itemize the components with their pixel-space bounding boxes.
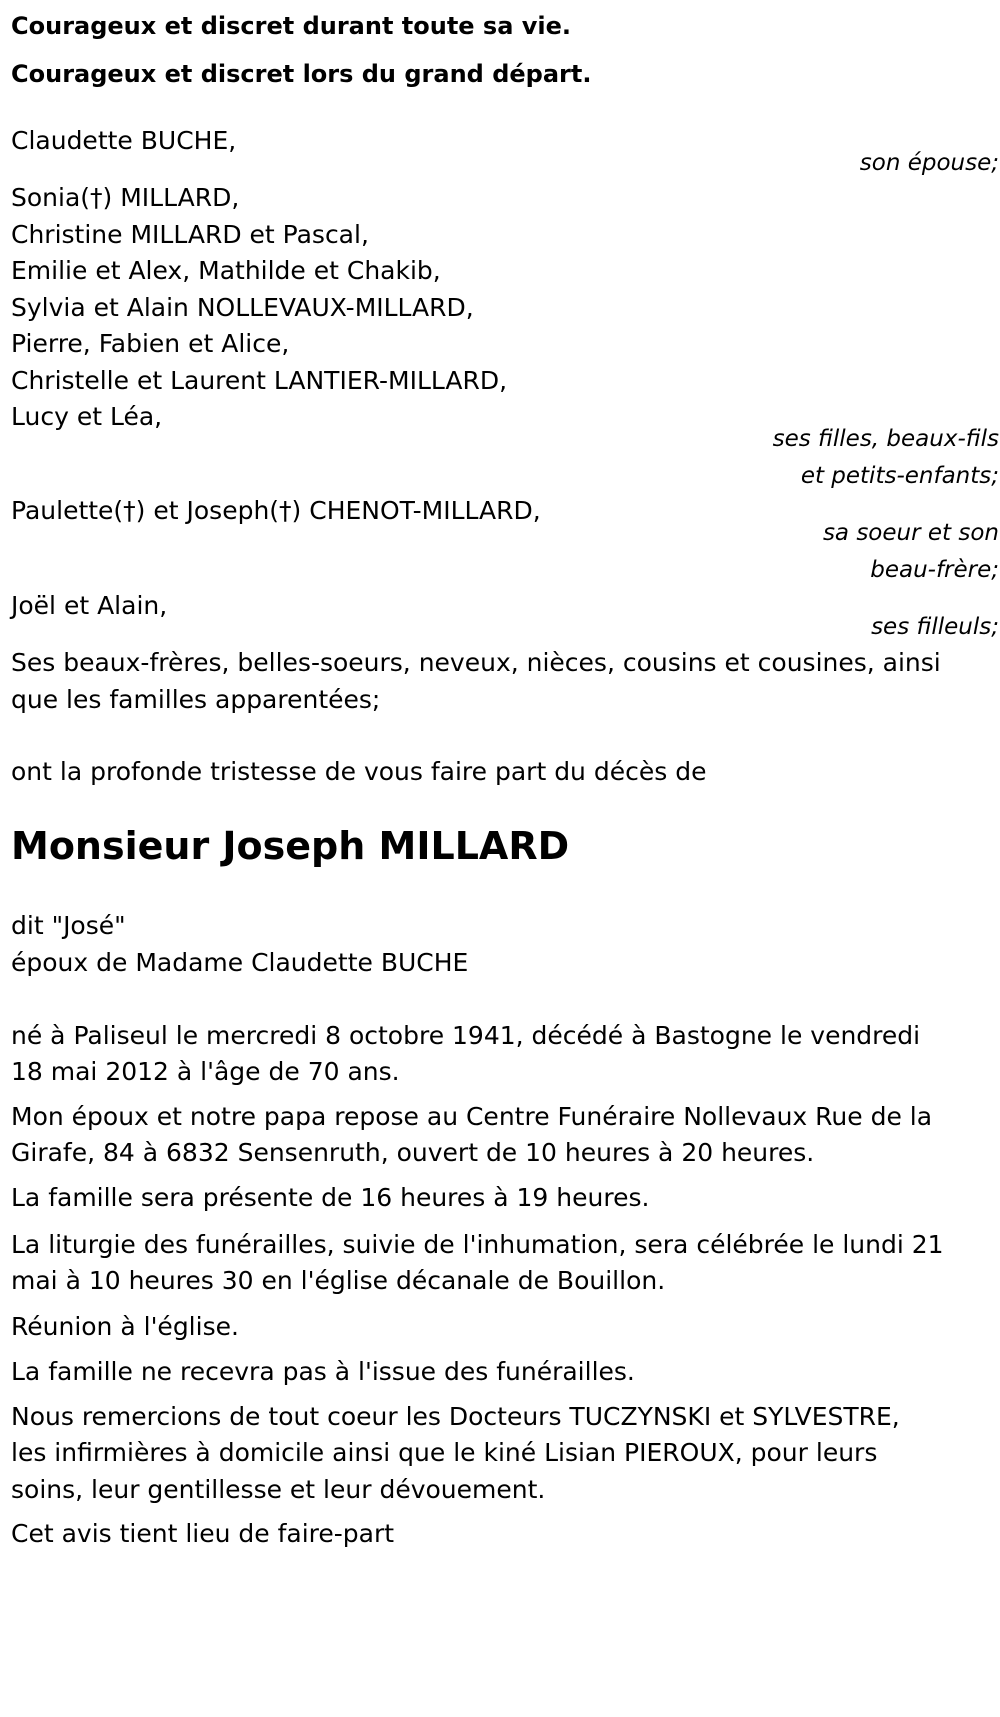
intro-line-1: Courageux et discret durant toute sa vie. [11, 12, 572, 40]
godchildren-relation: ses filleuls; [871, 614, 999, 640]
liturgy-line: mai à 10 heures 30 en l'église décanale de Bouillon. [11, 1266, 666, 1295]
deceased-spouse-line: époux de Madame Claudette BUCHE [11, 948, 469, 977]
birth-death-line: né à Paliseul le mercredi 8 octobre 1941, décédé à Bastogne le vendredi [11, 1021, 921, 1050]
children-line: Pierre, Fabien et Alice, [11, 329, 290, 358]
children-relation: ses filles, beaux-fils [772, 426, 999, 452]
other-relatives-line: Ses beaux-frères, belles-soeurs, neveux, nièces, cousins et cousines, ainsi [11, 648, 941, 677]
deceased-name: Monsieur Joseph MILLARD [11, 824, 570, 868]
sister-relation: beau-frère; [870, 557, 999, 583]
sister-name: Paulette(†) et Joseph(†) CHENOT-MILLARD, [11, 496, 541, 525]
rest-line: Mon époux et notre papa repose au Centre Funéraire Nollevaux Rue de la [11, 1102, 933, 1131]
no-reception-line: La famille ne recevra pas à l'issue des funérailles. [11, 1357, 635, 1386]
children-line: Sylvia et Alain NOLLEVAUX-MILLARD, [11, 293, 474, 322]
children-line: Christine MILLARD et Pascal, [11, 220, 369, 249]
sister-relation: sa soeur et son [822, 520, 999, 546]
thanks-line: soins, leur gentillesse et leur dévouement. [11, 1475, 546, 1504]
spouse-relation: son épouse; [859, 150, 999, 176]
children-line: Emilie et Alex, Mathilde et Chakib, [11, 256, 441, 285]
godchildren-name: Joël et Alain, [11, 591, 168, 620]
deceased-nickname: dit "José" [11, 911, 126, 940]
liturgy-line: La liturgie des funérailles, suivie de l'inhumation, sera célébrée le lundi 21 [11, 1230, 944, 1259]
other-relatives-line: que les familles apparentées; [11, 685, 381, 714]
spouse-name: Claudette BUCHE, [11, 126, 237, 155]
meeting-line: Réunion à l'église. [11, 1312, 239, 1341]
children-line: Sonia(†) MILLARD, [11, 183, 240, 212]
children-relation: et petits-enfants; [800, 463, 999, 489]
thanks-line: les infirmières à domicile ainsi que le kiné Lisian PIEROUX, pour leurs [11, 1438, 878, 1467]
children-line: Lucy et Léa, [11, 402, 163, 431]
rest-line: Girafe, 84 à 6832 Sensenruth, ouvert de 10 heures à 20 heures. [11, 1138, 815, 1167]
announcement: ont la profonde tristesse de vous faire part du décès de [11, 757, 707, 786]
presence-line: La famille sera présente de 16 heures à 19 heures. [11, 1183, 650, 1212]
intro-line-2: Courageux et discret lors du grand départ. [11, 60, 592, 88]
birth-death-line: 18 mai 2012 à l'âge de 70 ans. [11, 1057, 400, 1086]
closing-line: Cet avis tient lieu de faire-part [11, 1519, 395, 1548]
children-line: Christelle et Laurent LANTIER-MILLARD, [11, 366, 508, 395]
thanks-line: Nous remercions de tout coeur les Docteurs TUCZYNSKI et SYLVESTRE, [11, 1402, 900, 1431]
